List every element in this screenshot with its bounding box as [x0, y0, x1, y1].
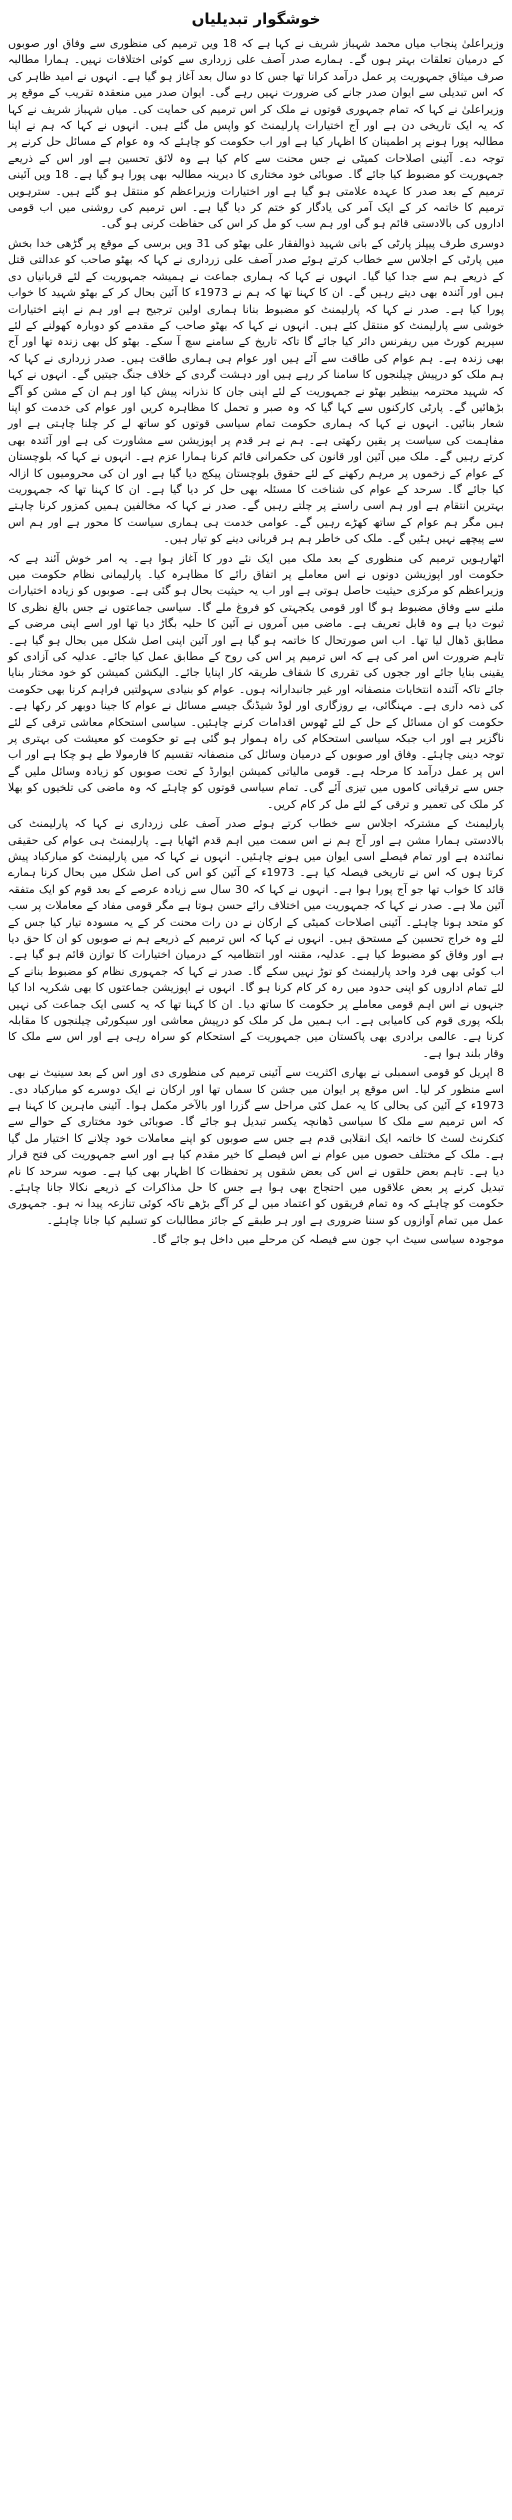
article-paragraph: موجودہ سیاسی سیٹ اپ جون سے فیصلہ کن مرحلے میں داخل ہو جائے گا۔ [151, 1233, 504, 1247]
article-paragraph: پارلیمنٹ کے مشترکہ اجلاس سے خطاب کرتے ہوئے صدر آصف علی زرداری نے کہا کہ پارلیمنٹ کی بالادستی ہمارا مشن ہے اور آج ہم نے اس سمت میں اہم قدم اٹھایا ہے۔ پارلیمنٹ ہی عوام کی حقیقی نمائندہ ہے اور تمام فیصلے اسی ایوان میں ہونے چاہئیں۔ انہوں نے کہا کہ میں پارلیمنٹ کو مبارکباد پیش کرتا ہوں کہ اس نے تاریخی فیصلہ کیا ہے۔ 1973ء کے آئین کو اس کی اصل شکل میں بحال کرنا ہمارے قائد کا خواب تھا جو آج پورا ہوا ہے۔ انہوں نے کہا کہ 30 سال سے زیادہ عرصے کے بعد قوم کو ایک متفقہ آئین ملا ہے۔ صدر نے کہا کہ جمہوریت میں اختلاف رائے حسن ہوتا ہے مگر قومی مفاد کے معاملات پر سب کو متحد ہونا چاہئے۔ آئینی اصلاحات کمیٹی کے ارکان نے دن رات محنت کر کے یہ مسودہ تیار کیا جس کے لئے وہ خراج تحسین کے مستحق ہیں۔ انہوں نے کہا کہ اس ترمیم کے ذریعے ہم نے صوبوں کو ان کا حق دیا ہے اور وفاق کو مضبوط کیا ہے۔ عدلیہ، مقننہ اور انتظامیہ کے درمیان اختیارات کا توازن قائم ہو گیا ہے۔ اب کوئی بھی فرد واحد پارلیمنٹ کو توڑ نہیں سکے گا۔ صدر نے کہا کہ جمہوری نظام کو مضبوط بنانے کے لئے تمام اداروں کو اپنی حدود میں رہ کر کام کرنا ہو گا۔ انہوں نے اپوزیشن جماعتوں کا بھی شکریہ ادا کیا جنہوں نے اس اہم قومی معاملے پر حکومت کا ساتھ دیا۔ ان کا کہنا تھا کہ یہ کسی ایک جماعت کی نہیں بلکہ پوری قوم کی کامیابی ہے۔ اب ہمیں مل کر ملک کو درپیش معاشی اور سیکورٹی چیلنجوں کا مقابلہ کرنا ہے۔ عالمی برادری بھی پاکستان میں جمہوریت کے استحکام کو سراہ رہی ہے اور اس سے ملک کا وقار بلند ہوا ہے۔ [8, 817, 504, 1060]
article-paragraph: دوسری طرف پیپلز پارٹی کے بانی شہید ذوالفقار علی بھٹو کی 31 ویں برسی کے موقع پر گڑھی خدا بخش میں پارٹی کے اجلاس سے خطاب کرتے ہوئے صدر آصف علی زرداری نے کہا کہ بھٹو صاحب کو عدالتی قتل کے ذریعے ہم سے جدا کیا گیا۔ انہوں نے کہا کہ ہماری جماعت نے ہمیشہ جمہوریت کے لئے قربانیاں دی ہیں اور آئندہ بھی دیتے رہیں گے۔ ان کا کہنا تھا کہ ہم نے 1973ء کا آئین بحال کر کے بھٹو شہید کا خواب پورا کیا ہے۔ صدر نے کہا کہ پارلیمنٹ کو مضبوط بنانا ہماری اولین ترجیح ہے اور ہم نے اپنے اختیارات خوشی سے پارلیمنٹ کو منتقل کئے ہیں۔ انہوں نے کہا کہ بھٹو صاحب کے مقدمے کو دوبارہ کھولنے کے لئے سپریم کورٹ میں ریفرنس دائر کیا جائے گا تاکہ تاریخ کے سامنے سچ آ سکے۔ بھٹو کل بھی زندہ تھا اور آج بھی زندہ ہے۔ ہم عوام کی طاقت سے آئے ہیں اور عوام ہی ہماری طاقت ہیں۔ صدر زرداری نے کہا کہ ہم ملک کو درپیش چیلنجوں کا سامنا کر رہے ہیں اور دہشت گردی کے خلاف جنگ جیتیں گے۔ انہوں نے کہا کہ شہید محترمہ بینظیر بھٹو نے جمہوریت کے لئے اپنی جان کا نذرانہ پیش کیا اور ہم ان کے مشن کو آگے بڑھائیں گے۔ پارٹی کارکنوں سے کہا گیا کہ وہ صبر و تحمل کا مظاہرہ کریں اور عوام کی خدمت کو اپنا شعار بنائیں۔ انہوں نے کہا کہ ہماری حکومت تمام سیاسی قوتوں کو ساتھ لے کر چلنا چاہتی ہے اور مفاہمت کی سیاست پر یقین رکھتی ہے۔ ہم نے ہر قدم پر اپوزیشن سے مشاورت کی ہے اور آئندہ بھی کرتے رہیں گے۔ ملک میں آئین اور قانون کی حکمرانی قائم کرنا ہمارا عزم ہے۔ انہوں نے کہا کہ بلوچستان کے عوام کے زخموں پر مرہم رکھنے کے لئے حقوق بلوچستان پیکج دیا گیا ہے اور ان کی محرومیوں کا ازالہ کیا جائے گا۔ سرحد کے عوام کی شناخت کا مسئلہ بھی حل کر دیا گیا ہے۔ ان کا کہنا تھا کہ جمہوریت بہترین انتقام ہے اور ہم اسی راستے پر چلتے رہیں گے۔ صدر نے کہا کہ مخالفین ہمیں کمزور کرنا چاہتے ہیں مگر ہم عوام کے ساتھ کھڑے رہیں گے۔ عوامی خدمت ہی ہماری سیاست کا محور ہے اور ہم اس سے پیچھے نہیں ہٹیں گے۔ ملک کی خاطر ہم ہر قربانی دینے کو تیار ہیں۔ [8, 236, 505, 546]
article-paragraph: اٹھارہویں ترمیم کی منظوری کے بعد ملک میں ایک نئے دور کا آغاز ہوا ہے۔ یہ امر خوش آئند ہے کہ حکومت اور اپوزیشن دونوں نے اس معاملے پر اتفاق رائے کا مظاہرہ کیا۔ پارلیمانی نظام حکومت میں وزیراعظم کو مرکزی حیثیت حاصل ہوتی ہے اور اب یہ حیثیت بحال ہو گئی ہے۔ صوبوں کو زیادہ اختیارات ملنے سے وفاق مضبوط ہو گا اور قومی یکجہتی کو فروغ ملے گا۔ سیاسی جماعتوں نے جس بالغ نظری کا ثبوت دیا ہے وہ قابل تعریف ہے۔ ماضی میں آمروں نے آئین کا حلیہ بگاڑ دیا تھا اور اسے اپنی مرضی کے مطابق ڈھال لیا تھا۔ اب اس صورتحال کا خاتمہ ہو گیا ہے اور آئین اپنی اصل شکل میں بحال ہو گیا ہے۔ تاہم ضرورت اس امر کی ہے کہ اس ترمیم پر اس کی روح کے مطابق عمل کیا جائے۔ عدلیہ کی آزادی کو یقینی بنایا جائے اور ججوں کی تقرری کا شفاف طریقہ کار اپنایا جائے۔ الیکشن کمیشن کو خود مختار بنایا جائے تاکہ آئندہ انتخابات منصفانہ اور غیر جانبدارانہ ہوں۔ عوام کو بنیادی سہولتیں فراہم کرنا بھی حکومت کی ذمہ داری ہے۔ مہنگائی، بے روزگاری اور لوڈ شیڈنگ جیسے مسائل نے عوام کا جینا دوبھر کر رکھا ہے۔ حکومت کو ان مسائل کے حل کے لئے ٹھوس اقدامات کرنے چاہئیں۔ سیاسی استحکام معاشی ترقی کے لئے ناگزیر ہے اور اب جبکہ سیاسی استحکام کی راہ ہموار ہو گئی ہے تو حکومت کو معیشت کی بہتری پر توجہ دینی چاہئے۔ وفاق اور صوبوں کے درمیان وسائل کی منصفانہ تقسیم کا فارمولا طے ہو چکا ہے اور اب اس پر عمل درآمد کا مرحلہ ہے۔ قومی مالیاتی کمیشن ایوارڈ کے تحت صوبوں کو زیادہ وسائل ملیں گے جس سے ترقیاتی کاموں میں تیزی آئے گی۔ تمام سیاسی قوتوں کو چاہئے کہ وہ ماضی کی تلخیوں کو بھلا کر ملک کی تعمیر و ترقی کے لئے مل کر کام کریں۔ [8, 551, 504, 811]
article-paragraph: 8 اپریل کو قومی اسمبلی نے بھاری اکثریت سے آئینی ترمیم کی منظوری دی اور اس کے بعد سینیٹ نے بھی اسے منظور کر لیا۔ اس موقع پر ایوان میں جشن کا سماں تھا اور ارکان نے ایک دوسرے کو مبارکباد دی۔ 1973ء کے آئین کی بحالی کا یہ عمل کئی مراحل سے گزرا اور بالآخر مکمل ہوا۔ آئینی ماہرین کا کہنا ہے کہ اس ترمیم سے ملک کا سیاسی ڈھانچہ یکسر تبدیل ہو جائے گا۔ صوبائی خود مختاری کے حوالے سے کنکرنٹ لسٹ کا خاتمہ ایک انقلابی قدم ہے جس سے صوبوں کو اپنے معاملات خود چلانے کا اختیار مل گیا ہے۔ ملک کے مختلف حصوں میں عوام نے اس فیصلے کا خیر مقدم کیا ہے اور اسے جمہوریت کی فتح قرار دیا ہے۔ تاہم بعض حلقوں نے اس کی بعض شقوں پر تحفظات کا اظہار بھی کیا ہے۔ صوبہ سرحد کا نام تبدیل کرنے پر بعض علاقوں میں احتجاج بھی ہوا ہے جس کا حل مذاکرات کے ذریعے نکالا جانا چاہئے۔ حکومت کو چاہئے کہ وہ تمام فریقوں کو اعتماد میں لے کر آگے بڑھے تاکہ کوئی تنازعہ پیدا نہ ہو۔ جمہوری عمل میں تمام آوازوں کو سننا ضروری ہے اور ہر طبقے کے جائز مطالبات کو تسلیم کیا جانا چاہئے۔ [8, 1066, 504, 1227]
article-headline: خوشگوار تبدیلیاں [191, 10, 321, 28]
article-paragraph: وزیراعلیٰ پنجاب میاں محمد شہباز شریف نے کہا ہے کہ 18 ویں ترمیم کی منظوری سے وفاق اور صوبوں کے درمیان تعلقات بہتر ہوں گے۔ ہمارے صدر آصف علی زرداری سے کوئی اختلافات نہیں۔ ہمارا مطالبہ صرف میثاق جمہوریت پر عمل درآمد کرانا تھا جس کا دو سال بعد آغاز ہو گیا ہے۔ انہوں نے امید ظاہر کی کہ اس تبدیلی سے ایوان صدر جانے کی ضرورت نہیں رہے گی۔ ایوان صدر میں منعقدہ تقریب کے موقع پر وزیراعلیٰ نے کہا کہ تمام جمہوری قوتوں نے ملک کر اس ترمیم کی حمایت کی۔ میاں شہباز شریف نے کہا کہ یہ ایک تاریخی دن ہے اور آج اختیارات پارلیمنٹ کو واپس مل گئے ہیں۔ انہوں نے کہا کہ ہم نے اپنا مطالبہ پورا ہونے پر اطمینان کا اظہار کیا ہے اور اب حکومت کو چاہئے کہ وہ عوام کے مسائل حل کرنے پر توجہ دے۔ آئینی اصلاحات کمیٹی نے جس محنت سے کام کیا ہے وہ لائق تحسین ہے اور اس کے ذریعے جمہوریت کو مضبوط کیا جائے گا۔ صوبائی خود مختاری کا دیرینہ مطالبہ بھی پورا ہو گیا ہے۔ 18 ویں آئینی ترمیم کے بعد صدر کا عہدہ علامتی ہو گیا ہے اور اختیارات وزیراعظم کو منتقل ہو گئے ہیں۔ سترہویں ترمیم کا خاتمہ کر کے ایک آمر کی یادگار کو ختم کر دیا گیا ہے۔ اس ترمیم کی روشنی میں اب قومی اداروں کی بالادستی قائم ہو گی اور ہم سب کو مل کر اس کی حفاظت کرنی ہو گی۔ [8, 37, 504, 231]
article-body [8, 36, 504, 1249]
